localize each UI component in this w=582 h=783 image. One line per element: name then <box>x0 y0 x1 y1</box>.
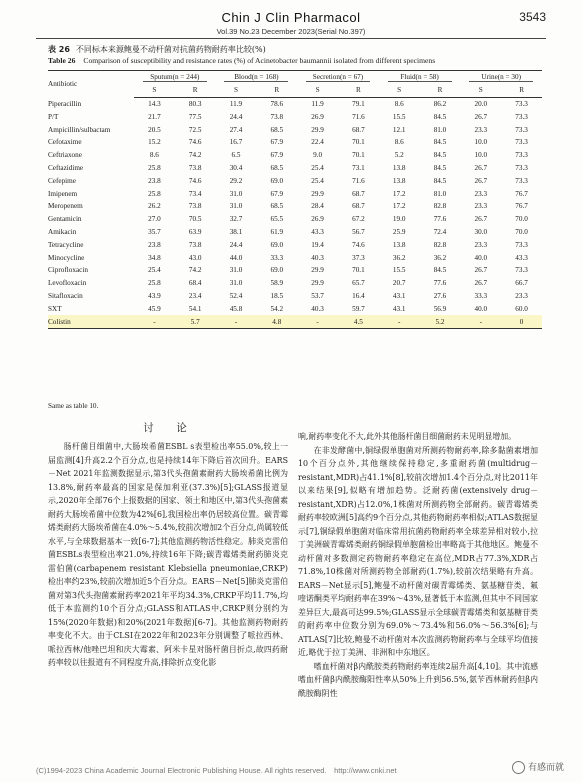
rate-cell: 25.4 <box>148 266 161 275</box>
rate-cell: 25.4 <box>311 176 324 185</box>
table-row <box>48 97 542 110</box>
rate-cell: 30.0 <box>474 227 488 236</box>
rate-cell: 74.6 <box>188 176 202 185</box>
rate-cell: 77.6 <box>433 215 447 224</box>
rate-cell: 14.3 <box>148 99 161 108</box>
rate-cell: 29.2 <box>229 176 243 185</box>
subheader-cell: R <box>501 84 542 97</box>
table-row <box>48 136 542 149</box>
rate-cell: 70.1 <box>352 266 365 275</box>
copyright-footer: (C)1994-2023 China Academic Journal Electronic Publishing House. All rights reserved. http://www.cnki.net <box>36 766 397 775</box>
antibiotic-name: Imipenem <box>48 189 78 198</box>
rate-cell: 74.2 <box>188 151 202 160</box>
rate-cell: 4.5 <box>338 315 379 328</box>
antibiotic-name: Ceftazidime <box>48 163 84 172</box>
rate-cell: 70.1 <box>352 138 365 147</box>
rate-cell: 25.8 <box>148 279 161 288</box>
rate-cell: 69.0 <box>270 240 284 249</box>
rate-cell: 84.5 <box>433 138 447 147</box>
rate-cell: 25.8 <box>148 163 161 172</box>
rate-cell: 25.9 <box>392 227 406 236</box>
right-column <box>298 430 538 700</box>
rate-cell: 13.8 <box>392 240 406 249</box>
table-row <box>48 213 542 226</box>
rate-cell: 26.2 <box>148 202 161 211</box>
rate-cell: 58.9 <box>270 279 284 288</box>
rate-cell: 68.5 <box>270 163 284 172</box>
rate-cell: 19.0 <box>392 215 406 224</box>
rate-cell: 8.6 <box>149 151 159 160</box>
rate-cell: 40.3 <box>311 304 324 313</box>
row-header: Antibiotic <box>48 71 134 98</box>
rate-cell: 54.1 <box>188 304 202 313</box>
rate-cell: 15.5 <box>392 112 406 121</box>
rate-cell: 10.0 <box>474 138 488 147</box>
rate-cell: 67.9 <box>270 138 284 147</box>
rate-cell: 24.4 <box>229 240 243 249</box>
rate-cell: 26.7 <box>474 163 488 172</box>
group-header-label: Secretion(n = 67) <box>306 73 370 82</box>
rate-cell: 36.2 <box>433 253 447 262</box>
watermark-text: 有感而就 <box>527 763 564 773</box>
subheader-cell: R <box>420 84 461 97</box>
rate-cell: 70.0 <box>515 227 528 236</box>
rate-cell: 31.0 <box>229 279 243 288</box>
subheader-cell: S <box>216 84 257 97</box>
rate-cell: 26.9 <box>311 215 324 224</box>
left-column <box>48 440 288 670</box>
rate-cell: 53.7 <box>311 291 324 300</box>
table-row <box>48 123 542 136</box>
rate-cell: 11.9 <box>229 99 243 108</box>
group-header <box>216 71 298 84</box>
data-table <box>48 70 542 329</box>
rate-cell: 29.9 <box>311 279 324 288</box>
rate-cell: 71.6 <box>352 112 365 121</box>
rate-cell: 59.7 <box>352 304 365 313</box>
table-note: Same as table 10. <box>48 402 99 410</box>
subheader-cell: R <box>256 84 297 97</box>
rate-cell: 65.5 <box>270 215 284 224</box>
group-header <box>460 71 542 84</box>
rate-cell: 77.5 <box>188 112 202 121</box>
rate-cell: 33.3 <box>270 253 284 262</box>
antibiotic-name: Tetracycline <box>48 240 84 249</box>
rate-cell: 23.4 <box>188 291 202 300</box>
page-number: 3543 <box>519 10 546 24</box>
rate-cell: 56.9 <box>433 304 447 313</box>
rate-cell: 37.3 <box>352 253 365 262</box>
rate-cell: - <box>216 315 257 328</box>
table-row <box>48 315 542 328</box>
group-header-label: Sputum(n = 244) <box>143 73 207 82</box>
rate-cell: 68.5 <box>270 202 284 211</box>
antibiotic-name: Colistin <box>48 315 134 328</box>
rate-cell: 33.3 <box>474 291 488 300</box>
rate-cell: 82.8 <box>433 240 447 249</box>
rate-cell: 15.2 <box>148 138 161 147</box>
rate-cell: 25.4 <box>311 163 324 172</box>
table-row <box>48 200 542 213</box>
rate-cell: 4.8 <box>256 315 297 328</box>
rate-cell: 15.5 <box>392 266 406 275</box>
rate-cell: 84.5 <box>433 176 447 185</box>
rate-cell: 36.2 <box>392 253 406 262</box>
rate-cell: 73.1 <box>352 163 365 172</box>
rate-cell: 61.9 <box>270 227 284 236</box>
rate-cell: 26.7 <box>474 176 488 185</box>
rate-cell: 68.7 <box>352 125 365 134</box>
rate-cell: 19.4 <box>311 240 324 249</box>
rate-cell: 72.5 <box>188 125 202 134</box>
rate-cell: 30.4 <box>229 163 243 172</box>
rate-cell: 32.7 <box>229 215 243 224</box>
antibiotic-name: Ampicillin/sulbactam <box>48 125 111 134</box>
subheader-cell: S <box>460 84 501 97</box>
rate-cell: 40.0 <box>474 304 488 313</box>
rate-cell: 29.9 <box>311 125 324 134</box>
antibiotic-name: Ciprofloxacin <box>48 266 88 275</box>
table-row <box>48 110 542 123</box>
rate-cell: 67.9 <box>270 151 284 160</box>
rate-cell: 26.7 <box>474 279 488 288</box>
table-row <box>48 302 542 315</box>
rate-cell: 0 <box>501 315 542 328</box>
rate-cell: 27.6 <box>433 291 447 300</box>
rate-cell: 71.6 <box>352 176 365 185</box>
rate-cell: 76.7 <box>515 202 528 211</box>
rate-cell: 68.7 <box>352 202 365 211</box>
rate-cell: 29.9 <box>311 266 324 275</box>
rate-cell: 45.9 <box>148 304 161 313</box>
table-header-row <box>48 71 542 84</box>
rate-cell: - <box>297 315 338 328</box>
subheader-cell: S <box>379 84 420 97</box>
antibiotic-name: Minocycline <box>48 253 85 262</box>
rate-cell: 13.8 <box>392 176 406 185</box>
rate-cell: 69.0 <box>270 176 284 185</box>
antibiotic-name: Amikacin <box>48 227 77 236</box>
rate-cell: 20.5 <box>148 125 161 134</box>
table-caption-en-text: Comparison of susceptibility and resistance rates (%) of Acinetobacter baumannii isolated from different specimens <box>83 56 436 65</box>
rate-cell: 8.6 <box>394 138 404 147</box>
rate-cell: 73.8 <box>188 163 202 172</box>
rate-cell: 67.2 <box>352 215 365 224</box>
rate-cell: 23.3 <box>515 291 528 300</box>
rate-cell: 11.9 <box>311 99 324 108</box>
rate-cell: 67.9 <box>270 189 284 198</box>
rate-cell: 70.0 <box>515 215 528 224</box>
rate-cell: 73.3 <box>515 266 528 275</box>
table-row <box>48 162 542 175</box>
rate-cell: 84.5 <box>433 112 447 121</box>
subheader-cell: S <box>134 84 175 97</box>
page-header <box>36 8 546 38</box>
rate-cell: 66.7 <box>515 279 528 288</box>
rate-cell: 81.0 <box>433 125 447 134</box>
rate-cell: 74.2 <box>188 266 202 275</box>
rate-cell: 23.8 <box>148 176 161 185</box>
rate-cell: 29.9 <box>311 189 324 198</box>
antibiotic-name: Gentamicin <box>48 215 82 224</box>
table-caption-cn <box>48 44 266 55</box>
rate-cell: 84.5 <box>433 266 447 275</box>
rate-cell: 84.5 <box>433 163 447 172</box>
table-row <box>48 149 542 162</box>
table-caption-cn-text: 不同标本来源鲍曼不动杆菌对抗菌药物耐药率比较(%) <box>75 45 266 54</box>
rate-cell: 52.4 <box>229 291 243 300</box>
rate-cell: 63.9 <box>188 227 202 236</box>
antibiotic-name: Cefotaxime <box>48 138 82 147</box>
rate-cell: 13.8 <box>392 163 406 172</box>
rate-cell: 21.7 <box>148 112 161 121</box>
rate-cell: 45.8 <box>229 304 243 313</box>
rate-cell: 86.2 <box>433 99 447 108</box>
rate-cell: 20.7 <box>392 279 406 288</box>
antibiotic-name: Piperacillin <box>48 99 82 108</box>
antibiotic-name: Ceftriaxone <box>48 151 82 160</box>
table-row <box>48 277 542 290</box>
table-row <box>48 187 542 200</box>
group-header <box>379 71 461 84</box>
rate-cell: 73.8 <box>188 240 202 249</box>
rate-cell: 68.7 <box>352 189 365 198</box>
rate-cell: 5.2 <box>420 315 461 328</box>
table-row <box>48 238 542 251</box>
rate-cell: 43.1 <box>392 304 406 313</box>
rate-cell: 84.5 <box>433 151 447 160</box>
rate-cell: 76.7 <box>515 189 528 198</box>
rate-cell: 43.1 <box>392 291 406 300</box>
wechat-icon <box>512 761 525 774</box>
rate-cell: 73.8 <box>188 202 202 211</box>
rate-cell: 27.0 <box>148 215 161 224</box>
table-row <box>48 264 542 277</box>
rate-cell: 81.0 <box>433 189 447 198</box>
rate-cell: 20.0 <box>474 99 488 108</box>
header-rule <box>36 38 546 39</box>
rate-cell: 60.0 <box>515 304 528 313</box>
table-label-en: Table 26 <box>48 56 76 65</box>
table-row <box>48 290 542 303</box>
antibiotic-name: Levofloxacin <box>48 279 87 288</box>
group-header <box>297 71 379 84</box>
table-caption-en <box>48 56 548 65</box>
rate-cell: 72.4 <box>433 227 447 236</box>
body-paragraph: 肠杆菌目细菌中,大肠埃希菌ESBL s表型检出率55.0%,较上一届监测[4]升高2.2个百分点,也是持续14年下降后首次回升。EARS－Net 2021年监测数据显示,第3代头孢菌素耐药大肠埃希菌比例为13.8%,耐药率最高的国家是保加利亚(37.3%)[5];GLASS报道显示,2020年全部76个上报数据的国家、领土和地区中,第3代头孢菌素耐药大肠埃希菌中位数为42%[6],我国检出率仍居较高位置。碳青霉烯类耐药大肠埃希菌在4.0%～5.4%,较前次增加2个百分点,尚属较低水平,与全球数据基本一致[6-7];其他监测药物活性稳定。肺炎克雷伯菌ESBLs表型检出率21.0%,持续16年下降;碳青霉烯类耐药肺炎克雷伯菌(carbapenem resistant Klebsiella pneumoniae,CRKP)检出率约23%,较前次增加近5个百分点。EARS－Net[5]肺炎克雷伯菌对第3代头孢菌素耐药率2021年平均34.3%,CRKP平均11.7%,均低于本监测约10个百分点;GLASS和ATLAS中,CRKP则分别约为15%(2020年数据)和20%(2021年数据)[6-7]。其他监测药物耐药率变化不大。由于CLSI在2022年和2023年分别调整了哌拉西林、哌拉西林/他唑巴坦和庆大霉素、阿米卡星对肠杆菌目折点,故四药耐药率较以往报道有不同程度升高,排除折点变化影 <box>48 442 288 667</box>
rate-cell: 82.8 <box>433 202 447 211</box>
antibiotic-name: P/T <box>48 112 59 121</box>
rate-cell: 40.3 <box>311 253 324 262</box>
table-row <box>48 174 542 187</box>
group-header <box>134 71 216 84</box>
body-paragraph: 嗜血杆菌对β内酰胺类药物耐药率连续2届升高[4,10]。其中流感嗜血杆菌β内酰胺酶阳性率从50%上升到56.5%,氨苄西林耐药但β内酰胺酶阴性 <box>298 661 538 698</box>
rate-cell: 80.3 <box>188 99 202 108</box>
antibiotic-name: Sitafloxacin <box>48 291 83 300</box>
rate-cell: 77.6 <box>433 279 447 288</box>
rate-cell: 44.0 <box>229 253 243 262</box>
rate-cell: 54.2 <box>270 304 284 313</box>
group-header-label: Blood(n = 168) <box>224 73 288 82</box>
rate-cell: 34.8 <box>148 253 161 262</box>
rate-cell: 17.2 <box>392 189 406 198</box>
rate-cell: - <box>460 315 501 328</box>
antibiotic-name: Cefepime <box>48 176 76 185</box>
subheader-cell: R <box>175 84 216 97</box>
rate-cell: 23.3 <box>474 189 488 198</box>
subheader-cell: R <box>338 84 379 97</box>
watermark <box>512 760 564 774</box>
rate-cell: 73.3 <box>515 125 528 134</box>
rate-cell: 78.6 <box>270 99 284 108</box>
rate-cell: 35.7 <box>148 227 161 236</box>
table-label: 表 26 <box>48 45 70 54</box>
table-row <box>48 226 542 239</box>
rate-cell: 5.7 <box>175 315 216 328</box>
volume-info: Vol.39 No.23 December 2023(Serial No.397) <box>216 27 366 36</box>
rate-cell: 6.5 <box>231 151 241 160</box>
rate-cell: 43.0 <box>188 253 202 262</box>
rate-cell: 73.3 <box>515 151 528 160</box>
group-header-label: Urine(n = 30) <box>469 73 533 82</box>
rate-cell: 26.7 <box>474 215 488 224</box>
body-paragraph: 在非发酵菌中,铜绿假单胞菌对所测药物耐药率,除多黏菌素增加10个百分点外,其他继续保持稳定,多重耐药菌(multidrug－resistant,MDR)占41.1%[8],较前次增加1.4个百分点,对比2011年以来结果[9],似略有增加趋势。泛耐药菌(extensively drug－resistant,XDR)占12.0%,1株菌对所测药物全部耐药。碳青霉烯类耐药率较欧洲[5]高约9个百分点,其他药物耐药率相似;ATLAS数据显示[7],铜绿假单胞菌对临床常用抗菌药物耐药率全球差异相对较小,拉丁美洲碳青霉烯类耐药铜绿假单胞菌检出率略高于其他地区。鲍曼不动杆菌对多数测定药物耐药率稳定在高位,MDR占77.3%,XDR占71.8%,10株菌对所测药物全部耐药(1.7%),较前次结果略有升高。EARS－Net显示[5],鲍曼不动杆菌对碳青霉烯类、氨基糖苷类、氟喹诺酮类平均耐药率在39%～43%,显著低于本监测,但其中不同国家差异巨大,最高可达99.5%;GLASS显示全球碳青霉烯类和氨基糖苷类的耐药率中位数分别为69.0%～73.4%和56.0%～56.3%[6];与ATLAS[7]比较,鲍曼不动杆菌对本次监测药物耐药率与全球平均值接近,略优于拉丁美洲、非洲和中东地区。 <box>298 445 538 657</box>
rate-cell: 23.3 <box>474 240 488 249</box>
rate-cell: 16.7 <box>229 138 243 147</box>
rate-cell: - <box>134 315 175 328</box>
rate-cell: 24.4 <box>229 112 243 121</box>
rate-cell: 56.7 <box>352 227 365 236</box>
rate-cell: 73.4 <box>188 189 202 198</box>
rate-cell: 25.8 <box>148 189 161 198</box>
rate-cell: 23.8 <box>148 240 161 249</box>
rate-cell: 17.2 <box>392 202 406 211</box>
rate-cell: 74.6 <box>188 138 202 147</box>
rate-cell: 43.3 <box>311 227 324 236</box>
rate-cell: 9.0 <box>313 151 323 160</box>
rate-cell: 73.3 <box>515 240 528 249</box>
rate-cell: 73.3 <box>515 138 528 147</box>
group-header-label: Fluid(n = 58) <box>388 73 452 82</box>
rate-cell: 43.3 <box>515 253 528 262</box>
rate-cell: 70.1 <box>352 151 365 160</box>
rate-cell: 26.7 <box>474 266 488 275</box>
rate-cell: 73.8 <box>270 112 284 121</box>
rate-cell: 26.9 <box>311 112 324 121</box>
rate-cell: 68.5 <box>270 125 284 134</box>
rate-cell: 16.4 <box>352 291 365 300</box>
rate-cell: 10.0 <box>474 151 488 160</box>
rate-cell: 73.3 <box>515 99 528 108</box>
rate-cell: 23.3 <box>474 125 488 134</box>
rate-cell: 31.0 <box>229 266 243 275</box>
rate-cell: 69.0 <box>270 266 284 275</box>
rate-cell: 40.0 <box>474 253 488 262</box>
rate-cell: 27.4 <box>229 125 243 134</box>
journal-name: Chin J Clin Pharmacol <box>221 10 361 25</box>
rate-cell: 79.1 <box>352 99 365 108</box>
rate-cell: 70.5 <box>188 215 202 224</box>
rate-cell: - <box>379 315 420 328</box>
rate-cell: 31.0 <box>229 202 243 211</box>
rate-cell: 8.6 <box>394 99 404 108</box>
rate-cell: 18.5 <box>270 291 284 300</box>
subheader-cell: S <box>297 84 338 97</box>
rate-cell: 38.1 <box>229 227 243 236</box>
rate-cell: 23.3 <box>474 202 488 211</box>
rate-cell: 31.0 <box>229 189 243 198</box>
rate-cell: 65.7 <box>352 279 365 288</box>
rate-cell: 26.7 <box>474 112 488 121</box>
section-title: 讨 论 <box>143 422 193 434</box>
rate-cell: 74.6 <box>352 240 365 249</box>
antibiotic-name: Meropenem <box>48 202 83 211</box>
rate-cell: 5.2 <box>394 151 404 160</box>
body-paragraph: 响,耐药率变化不大,此外其他肠杆菌目细菌耐药未见明显增加。 <box>298 432 517 441</box>
table-row <box>48 251 542 264</box>
rate-cell: 22.4 <box>311 138 324 147</box>
rate-cell: 43.9 <box>148 291 161 300</box>
rate-cell: 68.4 <box>188 279 202 288</box>
rate-cell: 12.1 <box>392 125 406 134</box>
antibiotic-name: SXT <box>48 304 62 313</box>
rate-cell: 73.3 <box>515 163 528 172</box>
rate-cell: 73.3 <box>515 112 528 121</box>
rate-cell: 28.4 <box>311 202 324 211</box>
rate-cell: 73.3 <box>515 176 528 185</box>
